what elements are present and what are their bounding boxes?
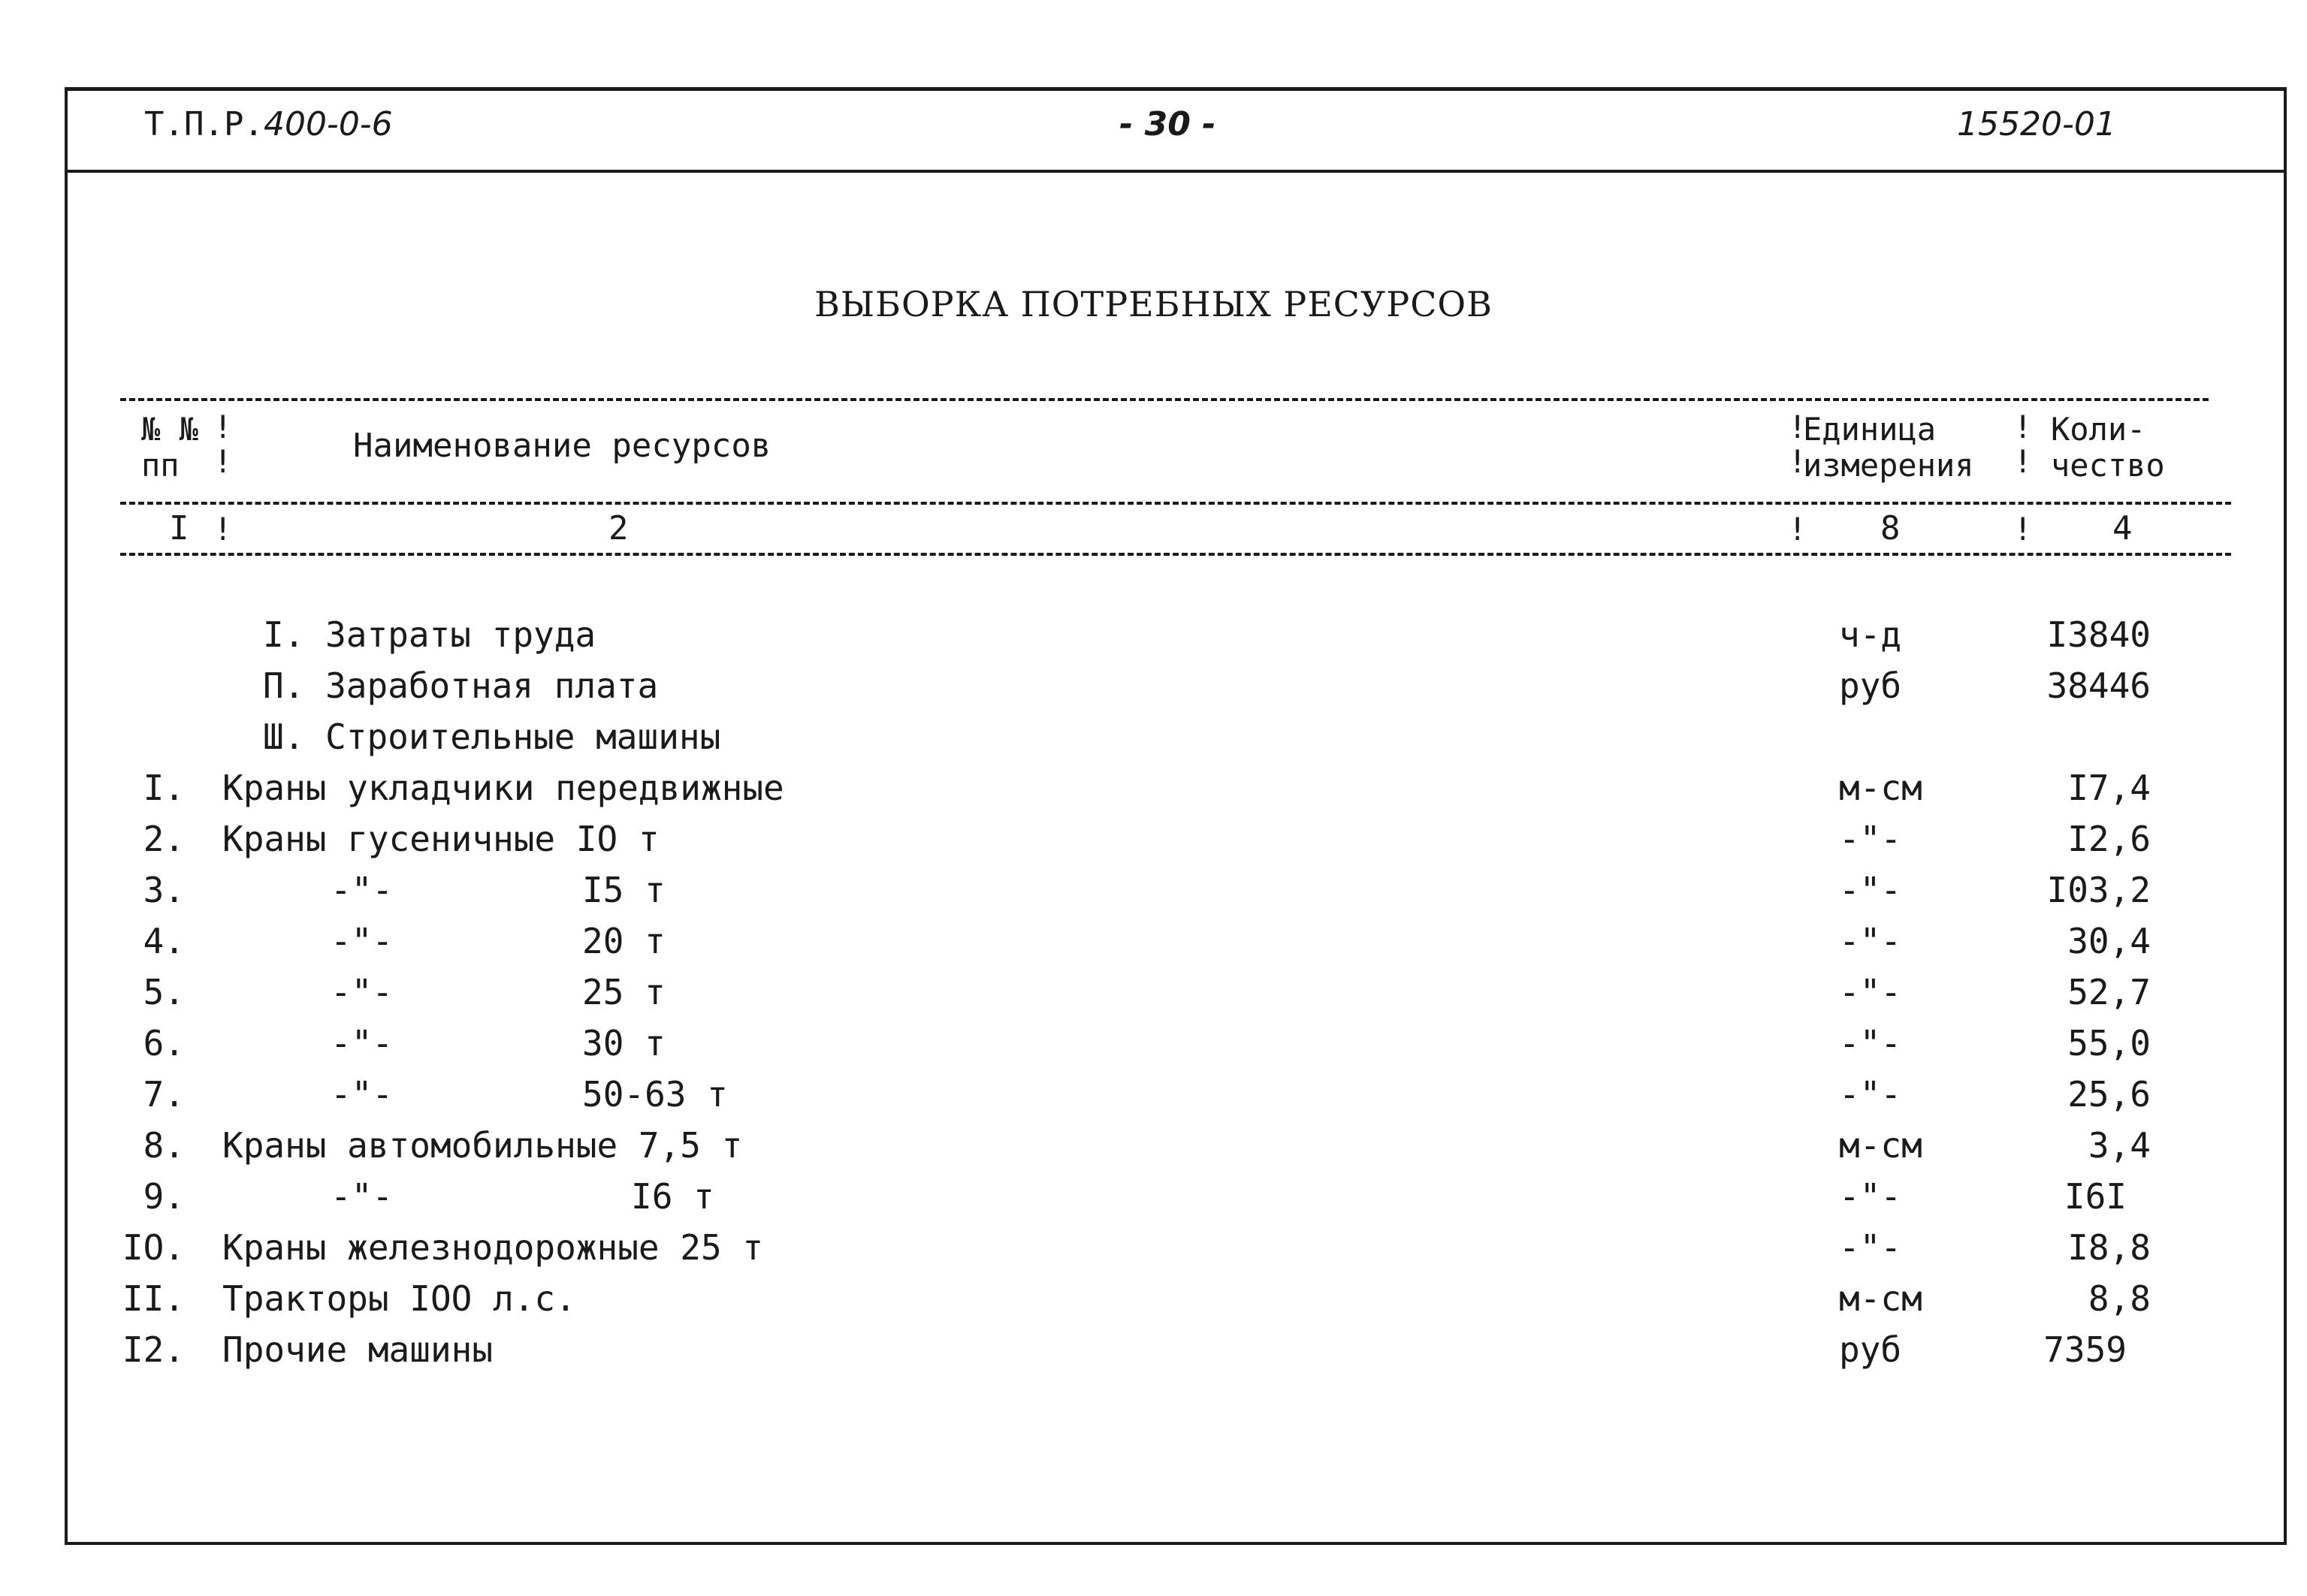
row-number: 6.: [143, 1023, 185, 1063]
row-number: 4.: [143, 921, 185, 961]
column-separator: !: [2013, 409, 2033, 445]
header-divider: [68, 170, 2284, 173]
row-name: Краны гусеничные IO т: [222, 819, 660, 859]
row-unit: -"-: [1839, 1227, 1902, 1268]
column-header-quantity: [2051, 412, 2165, 484]
row-quantity: 8,8: [2088, 1278, 2151, 1319]
row-name: Краны укладчики передвижные: [222, 768, 784, 808]
table-row: [0, 870, 2307, 921]
table-header-rule: [120, 502, 2231, 505]
row-section-title: П. Заработная плата: [263, 665, 659, 706]
row-quantity: 38446: [2046, 665, 2151, 706]
column-header-quantity-line2: чество: [2051, 447, 2165, 484]
row-quantity: 25,6: [2067, 1074, 2151, 1115]
row-quantity: I8,8: [2067, 1227, 2151, 1268]
document-prefix: Т.П.Р.: [144, 105, 264, 143]
row-number: IO.: [122, 1227, 185, 1268]
column-separator: !: [213, 443, 233, 480]
column-header-unit: [1803, 412, 1974, 484]
row-quantity: I6I: [2064, 1176, 2127, 1217]
row-capacity: I5 т: [582, 870, 666, 910]
row-ditto: -"-: [331, 1074, 394, 1115]
row-quantity: 7359: [2043, 1329, 2127, 1370]
row-unit: ч-д: [1839, 614, 1902, 655]
row-name: Краны автомобильные 7,5 т: [222, 1125, 743, 1166]
column-number-2: 2: [608, 509, 629, 548]
row-capacity: I6 т: [631, 1176, 714, 1217]
row-capacity: 25 т: [582, 972, 666, 1012]
column-separator: !: [2013, 443, 2033, 480]
row-number: 8.: [143, 1125, 185, 1166]
row-ditto: -"-: [331, 1023, 394, 1063]
row-unit: -"-: [1839, 870, 1902, 910]
row-unit: -"-: [1839, 1176, 1902, 1217]
row-unit: -"-: [1839, 921, 1902, 961]
column-separator: !: [1788, 511, 1807, 548]
row-capacity: 30 т: [582, 1023, 666, 1063]
column-separator: !: [2013, 511, 2033, 548]
row-section-title: Ш. Строительные машины: [263, 717, 721, 757]
row-quantity: 55,0: [2067, 1023, 2151, 1063]
table-row: [0, 665, 2307, 717]
row-number: I.: [143, 768, 185, 808]
column-number-4: 4: [2112, 509, 2133, 548]
column-header-quantity-line1: Коли-: [2051, 411, 2146, 448]
row-quantity: 3,4: [2088, 1125, 2151, 1166]
row-quantity: 52,7: [2067, 972, 2151, 1012]
row-ditto: -"-: [331, 921, 394, 961]
column-header-unit-line2: измерения: [1803, 447, 1974, 484]
table-row: [0, 1227, 2307, 1278]
column-separator: !: [213, 409, 233, 445]
column-separator: !: [1788, 409, 1807, 445]
column-header-name: Наименование ресурсов: [353, 427, 772, 465]
row-unit: м-см: [1839, 1278, 1922, 1319]
table-row: [0, 717, 2307, 768]
table-row: [0, 1023, 2307, 1074]
table-row: [0, 1125, 2307, 1176]
column-header-number: [141, 412, 198, 484]
column-number-1: I: [169, 509, 189, 548]
row-quantity: I03,2: [2046, 870, 2151, 910]
column-header-unit-line1: Единица: [1803, 411, 1937, 448]
table-row: [0, 1329, 2307, 1380]
table-row: [0, 1176, 2307, 1227]
row-number: 9.: [143, 1176, 185, 1217]
document-code: [144, 105, 393, 143]
table-row: [0, 972, 2307, 1023]
row-unit: -"-: [1839, 1074, 1902, 1115]
row-quantity: I2,6: [2067, 819, 2151, 859]
row-ditto: -"-: [331, 1176, 394, 1217]
row-number: 2.: [143, 819, 185, 859]
row-number: 3.: [143, 870, 185, 910]
row-unit: руб: [1839, 665, 1902, 706]
sheet-code: 15520-01: [1957, 105, 2116, 143]
row-number: II.: [122, 1278, 185, 1319]
row-ditto: -"-: [331, 972, 394, 1012]
table-row: [0, 1074, 2307, 1125]
row-unit: -"-: [1839, 972, 1902, 1012]
column-header-number-line1: № №: [141, 411, 198, 448]
row-number: 7.: [143, 1074, 185, 1115]
table-row: [0, 1278, 2307, 1329]
row-quantity: 30,4: [2067, 921, 2151, 961]
table-row: [0, 614, 2307, 665]
row-section-title: I. Затраты труда: [263, 614, 596, 655]
row-name: Краны железнодорожные 25 т: [222, 1227, 764, 1268]
row-ditto: -"-: [331, 870, 394, 910]
row-capacity: 50-63 т: [582, 1074, 728, 1115]
page-number: - 30 -: [1119, 105, 1216, 143]
row-name: Прочие машины: [222, 1329, 494, 1370]
table-number-rule: [120, 553, 2231, 556]
table-top-rule: [120, 398, 2209, 401]
row-number: 5.: [143, 972, 185, 1012]
row-unit: -"-: [1839, 1023, 1902, 1063]
row-capacity: 20 т: [582, 921, 666, 961]
column-separator: !: [1788, 443, 1807, 480]
column-separator: !: [213, 511, 233, 548]
document-number: 400-0-6: [263, 105, 393, 143]
row-unit: м-см: [1839, 768, 1922, 808]
table-row: [0, 921, 2307, 972]
table-row: [0, 768, 2307, 819]
row-quantity: I3840: [2046, 614, 2151, 655]
column-number-3: 8: [1880, 509, 1901, 548]
row-unit: руб: [1839, 1329, 1902, 1370]
page-title: ВЫБОРКА ПОТРЕБНЫХ РЕСУРСОВ: [814, 284, 1493, 324]
row-quantity: I7,4: [2067, 768, 2151, 808]
row-number: I2.: [122, 1329, 185, 1370]
column-header-number-line2: пп: [141, 447, 180, 484]
table-row: [0, 819, 2307, 870]
row-name: Тракторы IOO л.с.: [222, 1278, 576, 1319]
row-unit: м-см: [1839, 1125, 1922, 1166]
row-unit: -"-: [1839, 819, 1902, 859]
